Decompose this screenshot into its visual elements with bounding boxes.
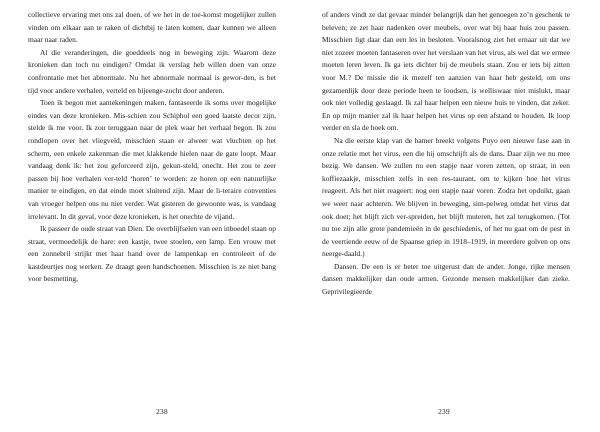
paragraph: Ik passeer de oude straat van Dien. De overblijfselen van een inboedel staan op straat, vermoedelijk de hare: een kastje, twee stoelen, een lamp. Een vrouw met een zonnebril strijkt met haar hand over de lampenkap en controleert of de kastdeurtjes nog werken. Ze draagt geen handschoenen. Misschien is ze niet bang voor besmetting, [28, 224, 276, 284]
paragraph: Dansen. De een is er beter toe uitgerust dan de ander. Jonge, rijke mensen dansen makkelijker dan oude armen. Gezonde mensen makkelijker dan zieke. Geprivilegieerde [322, 261, 570, 297]
paragraph: collectieve ervaring met ons zal doen, of we het in de toe-komst mogelijker zullen vinden om elkaar aan te raken of dichtbij te laten komen, daar kunnen we alleen maar naar raden. [28, 10, 276, 45]
left-page-text [28, 9, 276, 286]
paragraph: of anders vindt ze dat gevaar minder belangrijk dan het genoegen zo’n geschenk te beleven; ze zet haar nadenken over meubels, over wat bij haar huis zou passen. Misschien ligt daar dan een les in besloten. Vooralsnog ziet het ernaar uit dat we niet zozeer moeten fantaseren over het verslaan van het virus, als wel dat we ermee moeten leren leven. Ik ga iets dichter bij de meubels staan. Zou er iets bij zitten voor M.? De missie die ik mezelf ten aanzien van haar heb gesteld, om ons gezamenlijk door deze periode heen te loodsen, is welliswaar niet mislukt, maar ook niet volledig geslaagd. Ik zal haar helpen een nieuw huis te vinden, dat zeker. En op mijn manier zal ik haar helpen het virus op een afstand te houden. Ik loop verder en sla de hoek om. [322, 10, 570, 133]
page-number: 239 [438, 407, 450, 416]
right-page-text [322, 9, 570, 299]
page-number: 238 [156, 407, 168, 416]
right-page [300, 0, 600, 432]
paragraph: Al die veranderingen, die goeddeels nog in beweging zijn. Waarom deze kronieken dan toch nu eindigen? Omdat ik verslag heb willen doen van onze confrontatie met het abnormale. Nu het abnormale normaal is gewor-den, is het tijd voor andere verhalen, verteld en bijeenge-zocht door anderen. [28, 47, 276, 95]
paragraph: Na die eerste klap van de hamer breekt volgens Puyo een nieuwe fase aan in onze relatie met het virus, een die hij omschrijft als de dans. Daar zijn we nu mee bezig. We dansen. We zullen nu een stapje naar voren zetten, op straat, in een koffiezaakje, misschien zelfs in een res-taurant, om te kijken hoe het virus reageert. Als het niet reageert: nog een stapje naar voren. Zodra het opduikt, gaan we weer naar achteren. We blijven in beweging, sim-pelweg omdat het virus dat ook doet; het blijft zich ver-spreiden, het blijft muteren, het zal terugkomen. (Tot nu toe zijn alle grote pandemieën in de geschiedenis, of het nu gaat om de pest in de veertiende eeuw of de Spaanse griep in 1918–1919, in meerdere golven op ons neerge-daald.) [322, 135, 570, 259]
paragraph: Toen ik begon met aantekeningen maken, fantaseerde ik soms over mogelijke eindes van deze kronieken. Mis-schien zou Schiphol een goed laatste decor zijn, stelde ik me voor. Ik zou teruggaan naar de plek waar het verhaal begon. Ik zou rondlopen over het vliegveld, misschien staan er alweer wat vluchten op het scherm, een enkele zakenman die met klakkende hielen naar de gate loopt. Maar vandaag denk ik: het zou geforceerd zijn, gekun-steld, onecht. Het zou te zeer passen bij hoe verhalen ver-teld ‘horen’ te worden: ze horen op een natuurlijke manier te eindigen, en dat einde moet sluitend zijn. Maar de li-teraire conventies van vroeger helpen ons nu niet verder. Wat gisteren de gewoonte was, is vandaag irrelevant. In dit geval, voor deze kronieken, is het onechte de vijand. [28, 98, 276, 221]
